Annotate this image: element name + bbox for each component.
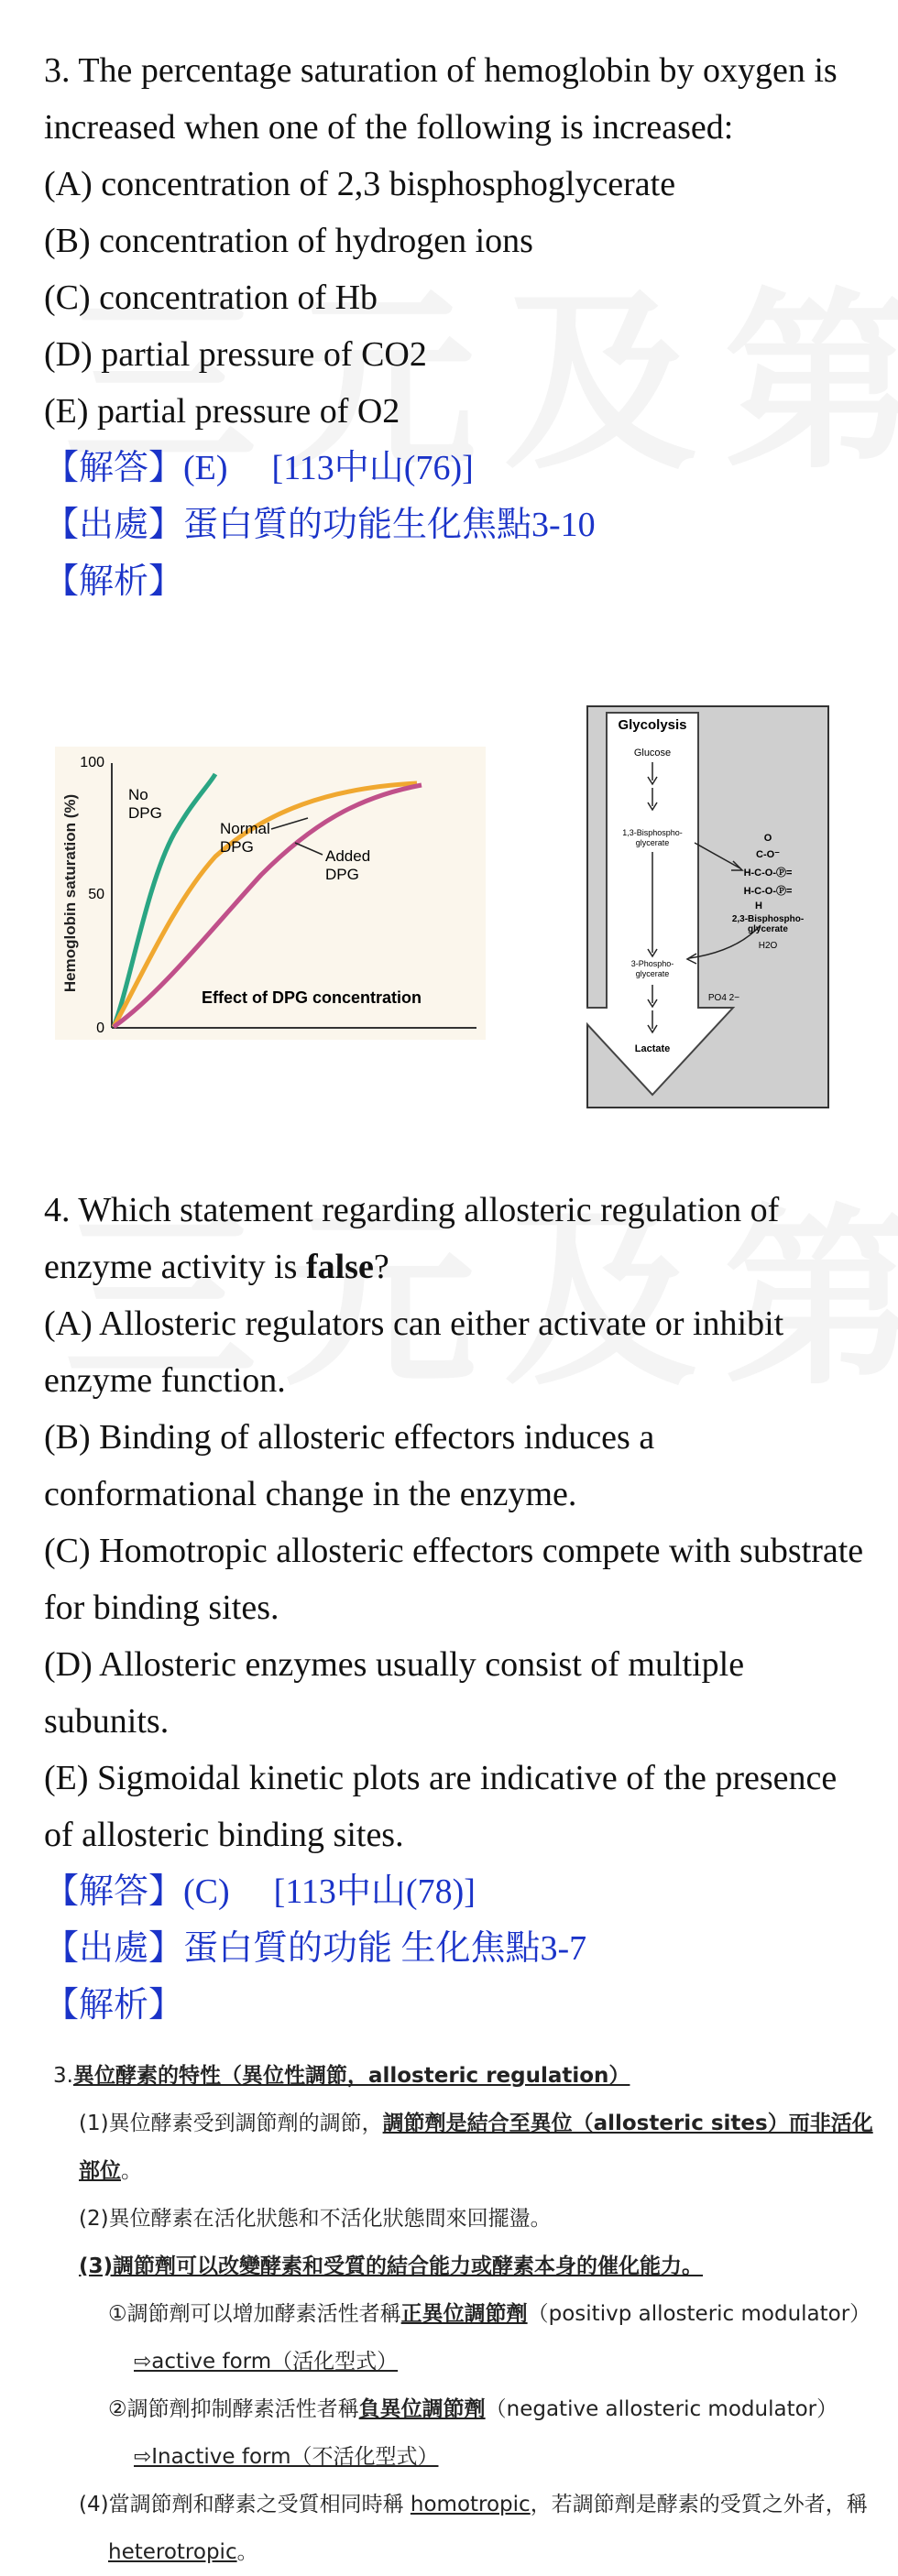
option-b: (B) concentration of hydrogen ions <box>44 222 533 260</box>
option-d: (D) Allosteric enzymes usually consist of multiple subunits. <box>44 1645 745 1741</box>
source-label: 【出處】 <box>44 1929 184 1968</box>
point-emphasis: (3)調節劑可以改變酵素和受質的結合能力或酵素本身的催化能力。 <box>79 2254 704 2278</box>
option-c: (C) Homotropic allosteric effectors compete with substrate for binding sites. <box>44 1532 864 1627</box>
h2o-label: H2O <box>758 941 778 951</box>
answer-label: 【解答】 <box>44 449 184 487</box>
question-3 <box>44 42 869 610</box>
question-stem: 3. The percentage saturation of hemoglobin by oxygen is increased when one of the following is increased: <box>44 51 838 147</box>
glycolysis-diagram <box>586 705 829 1108</box>
source-label: 【出處】 <box>44 506 184 544</box>
bpg13-label: 1,3-Bisphospho- <box>622 828 683 837</box>
structure-atom: H-C-O-Ⓟ= <box>743 868 793 879</box>
source-value: 蛋白質的功能 生化焦點3-7 <box>183 1929 587 1968</box>
point-4-cont <box>53 2528 878 2576</box>
label-normal-dpg: DPG <box>220 838 254 856</box>
point-3 <box>53 2243 878 2290</box>
option-e: (E) partial pressure of O2 <box>44 392 400 431</box>
option-e: (E) Sigmoidal kinetic plots are indicative of the presence of allosteric binding sites. <box>44 1759 838 1854</box>
diagram-title: Glycolysis <box>618 717 687 733</box>
label-no-dpg: DPG <box>128 804 162 822</box>
excerpt-number: 3. <box>53 2064 73 2088</box>
structure-atom: C-O⁻ <box>756 849 780 860</box>
option-a: (A) Allosteric regulators can either activate or inhibit enzyme function. <box>44 1304 784 1400</box>
point-end: 。 <box>121 2159 142 2183</box>
point-text: ①調節劑可以增加酵素活性者稱 <box>108 2302 401 2326</box>
question-stem <box>44 1182 869 1295</box>
excerpt-title <box>53 2052 878 2100</box>
point-1 <box>53 2100 878 2195</box>
point-text: (1)異位酵素受到調節劑的調節， <box>79 2112 383 2135</box>
source-value: 蛋白質的功能生化焦點3-10 <box>183 506 596 544</box>
form-text: ⇨active form（活化型式） <box>134 2350 399 2374</box>
bpg23-label: glycerate <box>748 924 788 934</box>
point-3a <box>53 2290 878 2338</box>
point-text: (4)當調節劑和酵素之受質相同時稱 <box>79 2493 411 2516</box>
answer-line <box>44 440 869 497</box>
structure-atom: H-C-O-Ⓟ= <box>743 886 793 897</box>
point-3a-form <box>53 2338 878 2385</box>
analysis-label: 【解析】 <box>44 1986 184 2025</box>
tick-50: 50 <box>88 887 104 902</box>
question-4 <box>44 1182 869 2034</box>
point-2: (2)異位酵素在活化狀態和不活化狀態間來回擺盪。 <box>79 2207 552 2231</box>
form-text: ⇨Inactive form（不活化型式） <box>134 2445 439 2469</box>
answer-label: 【解答】 <box>44 1872 184 1911</box>
bpg23-label: 2,3-Bisphospho- <box>731 914 805 924</box>
y-axis-label: Hemoglobin saturation (%) <box>61 793 79 993</box>
dpg-saturation-chart <box>55 747 486 1040</box>
point-4 <box>53 2481 878 2528</box>
point-3b-form <box>53 2433 878 2481</box>
point-end: 。 <box>236 2540 258 2564</box>
answer-reference: [113中山(78)] <box>273 1872 476 1911</box>
source-line <box>44 497 869 553</box>
point-text: （positivp allosteric modulator） <box>527 2302 871 2326</box>
stem-text: 4. Which statement regarding allosteric regulation of enzyme activity is <box>44 1191 780 1286</box>
source-line <box>44 1920 869 1977</box>
pg3-label: glycerate <box>635 969 670 978</box>
bpg13-label: glycerate <box>635 838 670 847</box>
answer-value: (C) <box>183 1872 230 1911</box>
point-emphasis: 調節劑是結合至異位（allosteric sites）而非活化部位 <box>79 2112 873 2183</box>
answer-value: (E) <box>183 449 228 487</box>
label-no-dpg: No <box>128 786 148 803</box>
label-added-dpg: Added <box>325 847 371 865</box>
structure-atom: H <box>755 901 762 911</box>
point-emphasis: 負異位調節劑 <box>358 2397 486 2421</box>
point-text: ，若調節劑是酵素的受質之外者，稱 <box>530 2493 868 2516</box>
answer-line <box>44 1863 869 1920</box>
option-a: (A) concentration of 2,3 bisphosphoglycerate <box>44 165 676 203</box>
chart-caption: Effect of DPG concentration <box>202 988 422 1007</box>
point-emphasis: 正異位調節劑 <box>400 2302 528 2326</box>
stem-emphasis: false <box>305 1248 374 1286</box>
phosphate-label: PO4 2− <box>707 993 740 1003</box>
point-3b <box>53 2385 878 2433</box>
option-b: (B) Binding of allosteric effectors induces a conformational change in the enzyme. <box>44 1418 655 1513</box>
term-homotropic: homotropic <box>410 2493 531 2516</box>
lactate-label: Lactate <box>634 1043 671 1054</box>
excerpt-heading: 異位酵素的特性（異位性調節，allosteric regulation） <box>72 2064 630 2088</box>
tick-100: 100 <box>80 755 104 770</box>
point-text: ②調節劑抑制酵素活性者稱 <box>108 2397 359 2421</box>
explanation-excerpt <box>53 2052 878 2576</box>
option-d: (D) partial pressure of CO2 <box>44 335 427 374</box>
structure-atom: O <box>763 833 772 844</box>
point-text: （negative allosteric modulator） <box>485 2397 838 2421</box>
label-normal-dpg: Normal <box>220 820 270 837</box>
stem-end: ? <box>373 1248 389 1286</box>
glucose-label: Glucose <box>633 748 672 759</box>
label-added-dpg: DPG <box>325 866 359 883</box>
tick-0: 0 <box>96 1021 104 1036</box>
analysis-label: 【解析】 <box>44 562 184 601</box>
term-heterotropic: heterotropic <box>108 2540 237 2564</box>
pg3-label: 3-Phospho- <box>630 959 674 968</box>
answer-reference: [113中山(76)] <box>271 449 474 487</box>
option-c: (C) concentration of Hb <box>44 278 378 317</box>
